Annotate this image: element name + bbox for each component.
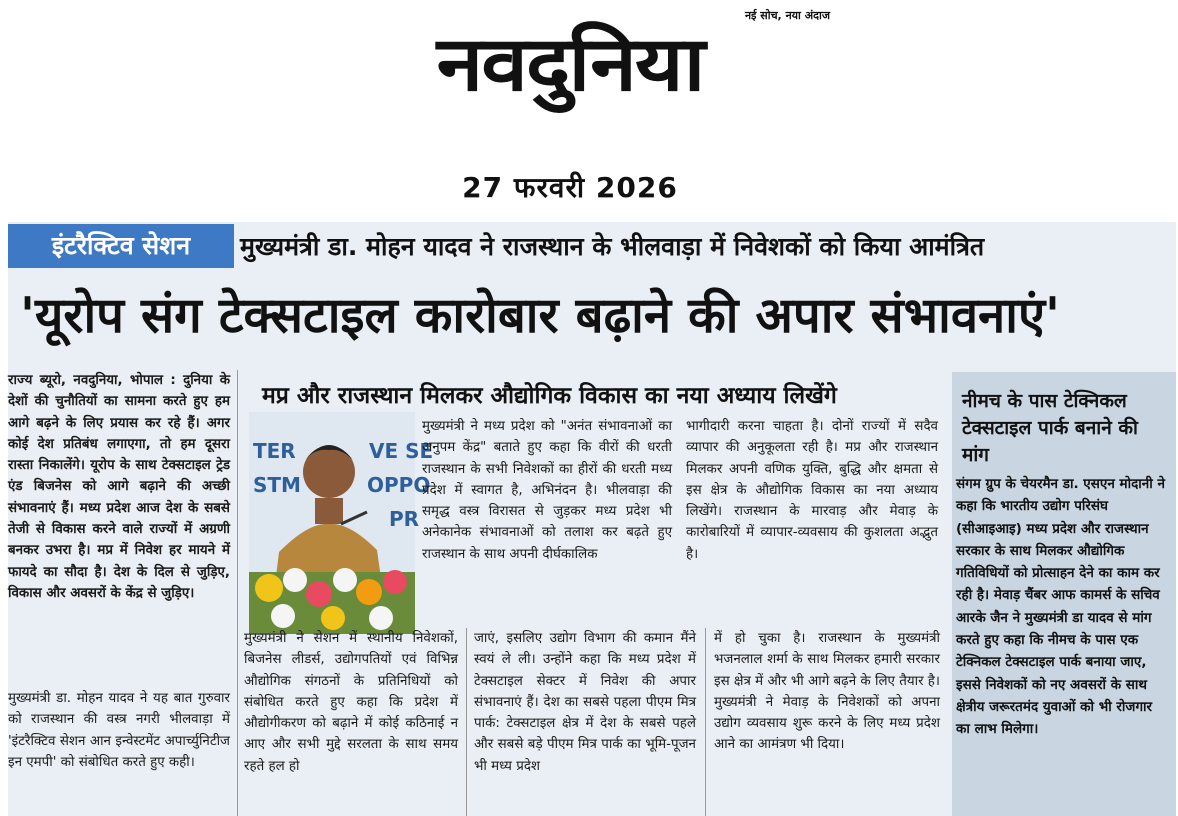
column-6-text: में हो चुका है। राजस्थान के मुख्यमंत्री भजनलाल शर्मा के साथ मिलकर हमारी सरकार इस क्षेत्र में और भी आगे बढ़ने के लिए तैयार है। मुख्यमंत्री ने मेवाड़ के निवेशकों को अपना उद्योग व्यवसाय शुरू करने के लिए मध्य प्रदेश आने का आमंत्रण भी दिया। <box>714 631 940 753</box>
masthead-tagline: नई सोच, नया अंदाज <box>744 9 830 22</box>
svg-text:VE SE: VE SE <box>369 439 434 463</box>
section-kicker: इंटरैक्टिव सेशन <box>8 224 234 268</box>
article-column-1 <box>8 370 230 672</box>
speaker-illustration <box>249 412 434 634</box>
column-divider <box>466 628 467 816</box>
sidebar-box <box>952 372 1176 816</box>
svg-text:PR: PR <box>389 507 420 531</box>
svg-text:STM: STM <box>253 473 301 497</box>
sidebar-title: नीमच के पास टेक्निकल टेक्सटाइल पार्क बनाने की मांग <box>962 390 1138 466</box>
column-4-text: मुख्यमंत्री ने सेशन में स्थानीय निवेशकों, बिजनेस लीडर्स, उद्योगपतियों एवं विभिन्न औद्योगिक संगठनों के प्रतिनिधियों को संबोधित करते हुए कहा कि प्रदेश में औद्योगीकरण को बढ़ाने में कोई कठिनाई न आए और सभी मुद्दे सरलता के साथ समय रहते हल हो <box>244 631 458 774</box>
svg-text:OPPO: OPPO <box>367 473 431 497</box>
svg-text:TER: TER <box>253 439 296 463</box>
article-subhead: मप्र और राजस्थान मिलकर औद्योगिक विकास का नया अध्याय लिखेंगे <box>262 383 837 409</box>
masthead-logo: नवदुनिया <box>436 19 704 109</box>
article-column-5 <box>474 628 696 816</box>
publication-date: 27 फरवरी 2026 <box>462 171 678 204</box>
article-column-6 <box>714 628 940 816</box>
article-column-2 <box>422 416 672 614</box>
article-column-3 <box>686 416 938 614</box>
column-5-text: जाएं, इसलिए उद्योग विभाग की कमान मैंने स्वयं ले ली। उन्होंने कहा कि मध्य प्रदेश में टेक्सटाइल सेक्टर में निवेश की अपार संभावनाएं हैं। देश का सबसे पहला पीएम मित्र पार्क: टेक्सटाइल क्षेत्र में देश के सबसे पहले और सबसे बड़े पीएम मित्र पार्क का भूमि-पूजन भी मध्य प्रदेश <box>474 631 696 774</box>
article-topline: मुख्यमंत्री डा. मोहन यादव ने राजस्थान के भीलवाड़ा में निवेशकों को किया आमंत्रित <box>240 232 985 261</box>
column-1b-text: मुख्यमंत्री डा. मोहन यादव ने यह बात गुरुवार को राजस्थान की वस्त्र नगरी भीलवाड़ा में 'इंटरैक्टिव सेशन आन इन्वेस्टमेंट अपार्च्युनिटीज इन एमपी' को संबोधित करते हुए कही। <box>8 691 230 770</box>
article-column-1b <box>8 688 230 816</box>
article-headline: 'यूरोप संग टेक्सटाइल कारोबार बढ़ाने की अपार संभावनाएं' <box>20 287 1061 344</box>
column-divider <box>705 628 706 816</box>
news-clipping <box>8 222 1176 816</box>
column-3-text: भागीदारी करना चाहता है। दोनों राज्यों में सदैव व्यापार की अनुकूलता रही है। मप्र और राजस्थान मिलकर अपनी वणिक युक्ति, बुद्धि और क्षमता से इस क्षेत्र के औद्योगिक विकास का नया अध्याय लिखेंगे। राजस्थान के मारवाड़ और मेवाड़ के कारोबारियों में व्यापार-व्यवसाय की कुशलता अद्भुत है। <box>686 419 938 562</box>
column-2-text: मुख्यमंत्री ने मध्य प्रदेश को "अनंत संभावनाओं का अनुपम केंद्र" बताते हुए कहा कि वीरों की धरती राजस्थान के सभी निवेशकों का हीरों की धरती मध्य प्रदेश में स्वागत है, अभिनंदन है। भीलवाड़ा की समृद्ध वस्त्र विरासत से जुड़कर मध्य प्रदेश भी अनेकानेक संभावनाओं को तलाश कर बढ़ते हुए राजस्थान के साथ अपनी दीर्घकालिक <box>422 419 672 562</box>
column-1-text: राज्य ब्यूरो, नवदुनिया, भोपाल : दुनिया के देशों की चुनौतियों का सामना करते हुए हम आगे बढ़ने के लिए प्रयास कर रहे हैं। अगर कोई देश प्रतिबंध लगाएगा, तो हम दूसरा रास्ता निकालेंगे। यूरोप के साथ टेक्सटाइल ट्रेड एंड बिजनेस को आगे बढ़ाने की अच्छी संभावनाएं हैं। मध्य प्रदेश आज देश के सबसे तेजी से विकास करने वाले राज्यों में अग्रणी बनकर उभरा है। मप्र में निवेश हर मायने में फायदे का सौदा है। देश के दिल से जुड़िए, विकास और अवसरों के केंद्र से जुड़िए। <box>8 373 230 601</box>
column-divider <box>237 370 238 816</box>
chief-minister-photo <box>249 412 434 634</box>
sidebar-body: संगम ग्रुप के चेयरमैन डा. एसएन मोदानी ने कहा कि भारतीय उद्योग परिसंघ (सीआइआइ) मध्य प्रदेश और राजस्थान सरकार के साथ मिलकर औद्योगिक गतिविधियों को प्रोत्साहन देने का काम कर रही है। मेवाड़ चैंबर आफ कामर्स के सचिव आरके जैन ने मुख्यमंत्री डा यादव से मांग करते हुए कहा कि नीमच के पास एक टेक्निकल टेक्सटाइल पार्क बनाया जाए, इससे निवेशकों को नए अवसरों के साथ क्षेत्रीय जरूरतमंद युवाओं को भी रोजगार का लाभ मिलेगा। <box>956 476 1165 738</box>
article-column-4 <box>244 628 458 816</box>
masthead <box>300 8 840 128</box>
